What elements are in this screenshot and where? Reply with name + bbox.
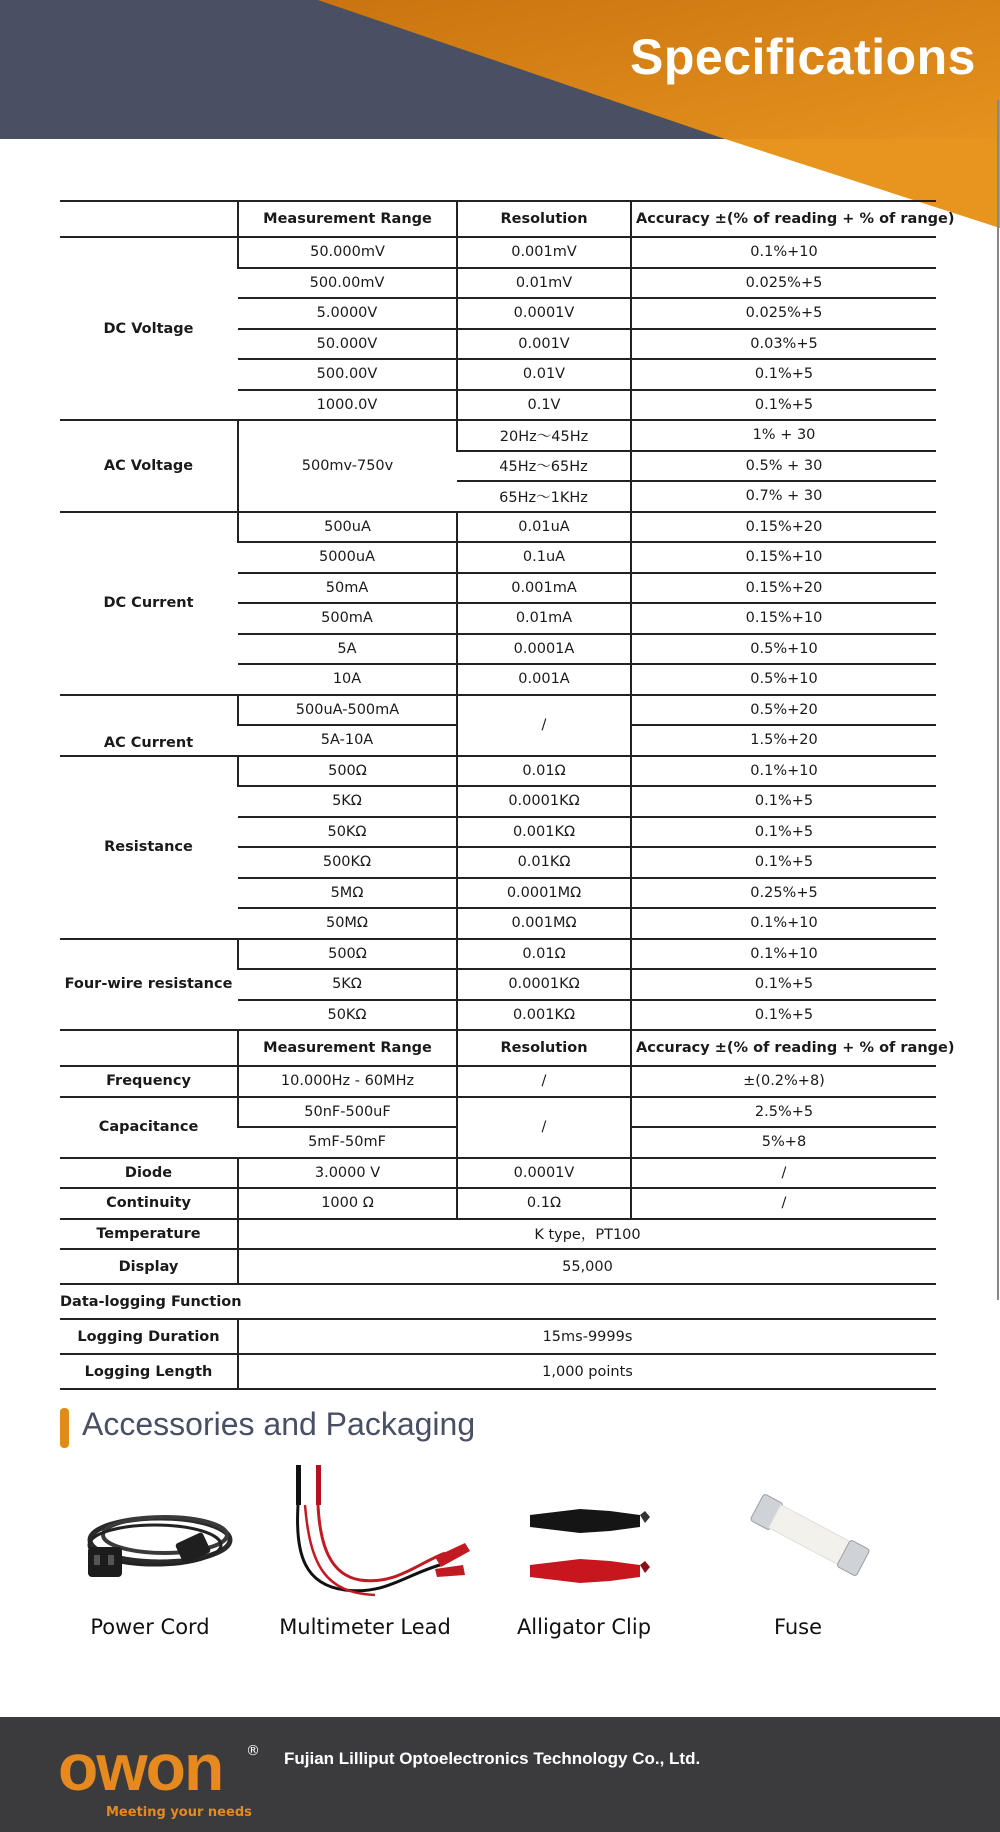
table-cell: 10.000Hz - 60MHz: [238, 1066, 457, 1097]
table-cell: 5A: [238, 634, 457, 665]
table-cell: 0.01V: [457, 359, 631, 390]
table-row: [60, 1219, 936, 1250]
table-cell: 1.5%+20: [631, 725, 936, 756]
header-banner: [0, 0, 1000, 230]
row-label: Frequency: [60, 1066, 238, 1097]
table-cell: 0.1%+10: [631, 237, 936, 268]
table-cell: 0.7% + 30: [631, 481, 936, 512]
table-cell: 500Ω: [238, 939, 457, 970]
table-cell: 5A-10A: [238, 725, 457, 756]
table-cell: 0.001KΩ: [457, 817, 631, 848]
spec-table: [60, 200, 955, 1390]
table-cell: 0.01mA: [457, 603, 631, 634]
table-row: [60, 1066, 936, 1097]
table-cell: 0.1%+10: [631, 939, 936, 970]
table-cell: 0.1%+5: [631, 847, 936, 878]
header-cell: [60, 1030, 238, 1066]
table-cell: 0.0001V: [457, 298, 631, 329]
table-row: [60, 1319, 936, 1354]
table-row: [60, 512, 936, 543]
table-cell: 50KΩ: [238, 1000, 457, 1031]
table-row: [60, 1249, 936, 1284]
table-cell: 5mF-50mF: [238, 1127, 457, 1158]
table-cell: 3.0000 V: [238, 1158, 457, 1189]
table-cell: 0.1%+5: [631, 969, 936, 1000]
table-cell: 0.01KΩ: [457, 847, 631, 878]
table-cell: /: [457, 1097, 631, 1158]
table-cell: 500.00mV: [238, 268, 457, 299]
table-cell: /: [457, 695, 631, 756]
owon-logo: [58, 1730, 268, 1825]
table-cell: 0.025%+5: [631, 298, 936, 329]
table-cell: 0.0001V: [457, 1158, 631, 1189]
table-cell: 0.1%+5: [631, 390, 936, 421]
table-cell: 0.025%+5: [631, 268, 936, 299]
header-cell: Resolution: [457, 1030, 631, 1066]
table-cell: 20Hz～45Hz: [457, 420, 631, 451]
row-label: Diode: [60, 1158, 238, 1189]
table-row: [60, 1097, 936, 1128]
footer: [0, 1717, 1000, 1832]
table-cell: 0.1V: [457, 390, 631, 421]
table-cell: 0.1Ω: [457, 1188, 631, 1219]
table-cell: 5.0000V: [238, 298, 457, 329]
accessory-label: Multimeter Lead: [279, 1615, 451, 1639]
table-cell: 65Hz～1KHz: [457, 481, 631, 512]
header-cell: Measurement Range: [238, 1030, 457, 1066]
table-cell: 50nF-500uF: [238, 1097, 457, 1128]
table-cell: /: [631, 1188, 936, 1219]
table-cell: 0.1uA: [457, 542, 631, 573]
table-cell: 0.0001KΩ: [457, 969, 631, 1000]
table-row: [60, 695, 936, 726]
section-label: Data-logging Function: [60, 1284, 936, 1319]
table-cell: 0.001A: [457, 664, 631, 695]
table-cell: 0.1%+5: [631, 817, 936, 848]
table-cell: 0.1%+10: [631, 756, 936, 787]
table-cell: 0.5%+10: [631, 634, 936, 665]
table-cell: 0.01Ω: [457, 756, 631, 787]
table-cell: 1000.0V: [238, 390, 457, 421]
table-cell: 0.01mV: [457, 268, 631, 299]
row-label: Logging Duration: [60, 1319, 238, 1354]
table-cell: 1000 Ω: [238, 1188, 457, 1219]
row-label: AC Current: [60, 695, 238, 756]
table-cell: 0.001V: [457, 329, 631, 360]
table-row: [60, 420, 936, 451]
table-cell: ±(0.2%+8): [631, 1066, 936, 1097]
table-row: [60, 237, 936, 268]
table-cell: /: [457, 1066, 631, 1097]
table-cell: 500Ω: [238, 756, 457, 787]
table-cell: 0.001MΩ: [457, 908, 631, 939]
accessory-label: Fuse: [773, 1615, 823, 1639]
table-cell: K type，PT100: [238, 1219, 936, 1250]
table-cell: 0.1%+5: [631, 786, 936, 817]
header-cell: Accuracy ±(% of reading + % of range): [631, 1030, 936, 1066]
table-cell: 0.001KΩ: [457, 1000, 631, 1031]
row-label: Display: [60, 1249, 238, 1284]
table-cell: /: [631, 1158, 936, 1189]
row-label: DC Current: [60, 512, 238, 695]
table-cell: 0.15%+20: [631, 573, 936, 604]
table-cell: 1% + 30: [631, 420, 936, 451]
table-cell: 0.25%+5: [631, 878, 936, 909]
table-cell: 0.15%+10: [631, 542, 936, 573]
table-cell: 0.03%+5: [631, 329, 936, 360]
table-cell: 500.00V: [238, 359, 457, 390]
table-cell: 500mA: [238, 603, 457, 634]
table-row: [60, 756, 936, 787]
table-cell: 0.5%+20: [631, 695, 936, 726]
table-cell: 10A: [238, 664, 457, 695]
table-cell: 0.15%+20: [631, 512, 936, 543]
table-cell: 500uA: [238, 512, 457, 543]
table-cell: 500KΩ: [238, 847, 457, 878]
table-cell: 55,000: [238, 1249, 936, 1284]
row-label: Four-wire resistance: [60, 939, 238, 1031]
table-cell: 0.5%+10: [631, 664, 936, 695]
table-cell: 0.0001MΩ: [457, 878, 631, 909]
logo-text: owon: [58, 1730, 223, 1804]
row-label: Temperature: [60, 1219, 238, 1250]
table-cell: 2.5%+5: [631, 1097, 936, 1128]
table-cell: 50.000V: [238, 329, 457, 360]
table-cell: 0.1%+5: [631, 359, 936, 390]
table-cell: 5KΩ: [238, 786, 457, 817]
table-cell: 1,000 points: [238, 1354, 936, 1389]
accessories-title: Accessories and Packaging: [82, 1406, 476, 1442]
row-label: AC Voltage: [60, 420, 238, 512]
table-cell: 5%+8: [631, 1127, 936, 1158]
table-header-row: [60, 201, 936, 237]
row-label: Resistance: [60, 756, 238, 939]
accessory-label: Alligator Clip: [516, 1615, 652, 1639]
table-cell: 0.01Ω: [457, 939, 631, 970]
table-cell: 5000uA: [238, 542, 457, 573]
registered-mark: ®: [246, 1743, 260, 1759]
table-cell: 50.000mV: [238, 237, 457, 268]
table-cell: 0.5% + 30: [631, 451, 936, 482]
company-name: Fujian Lilliput Optoelectronics Technology Co., Ltd.: [284, 1749, 701, 1768]
table-row: [60, 1188, 936, 1219]
header-cell: Resolution: [457, 201, 631, 237]
header-cell: Accuracy ±(% of reading + % of range): [631, 201, 936, 237]
accessory-label: Power Cord: [90, 1615, 210, 1639]
edge-line: [997, 100, 999, 1300]
table-row: [60, 939, 936, 970]
table-cell: 50mA: [238, 573, 457, 604]
row-label: DC Voltage: [60, 237, 238, 420]
table-cell: 5MΩ: [238, 878, 457, 909]
tagline: Meeting your needs: [106, 1805, 252, 1820]
table-cell: 0.01uA: [457, 512, 631, 543]
header-cell: Measurement Range: [238, 201, 457, 237]
table-row: [60, 1158, 936, 1189]
page-title: Specifications: [630, 29, 976, 85]
table-row: [60, 1284, 936, 1319]
table-cell: 0.0001A: [457, 634, 631, 665]
row-label: Capacitance: [60, 1097, 238, 1158]
table-cell: 0.15%+10: [631, 603, 936, 634]
table-cell: 500mv-750v: [238, 420, 457, 512]
table-cell: 0.001mV: [457, 237, 631, 268]
row-label: Continuity: [60, 1188, 238, 1219]
table-cell: 0.001mA: [457, 573, 631, 604]
table-cell: 50MΩ: [238, 908, 457, 939]
table-cell: 0.0001KΩ: [457, 786, 631, 817]
section-accent-bar: [60, 1408, 69, 1448]
table-cell: 45Hz～65Hz: [457, 451, 631, 482]
table-cell: 15ms-9999s: [238, 1319, 936, 1354]
table-cell: 50KΩ: [238, 817, 457, 848]
header-cell: [60, 201, 238, 237]
table-row: [60, 1354, 936, 1389]
table-cell: 500uA-500mA: [238, 695, 457, 726]
table-cell: 5KΩ: [238, 969, 457, 1000]
table-cell: 0.1%+5: [631, 1000, 936, 1031]
table-cell: 0.1%+10: [631, 908, 936, 939]
table-header-row: [60, 1030, 936, 1066]
row-label: Logging Length: [60, 1354, 238, 1389]
